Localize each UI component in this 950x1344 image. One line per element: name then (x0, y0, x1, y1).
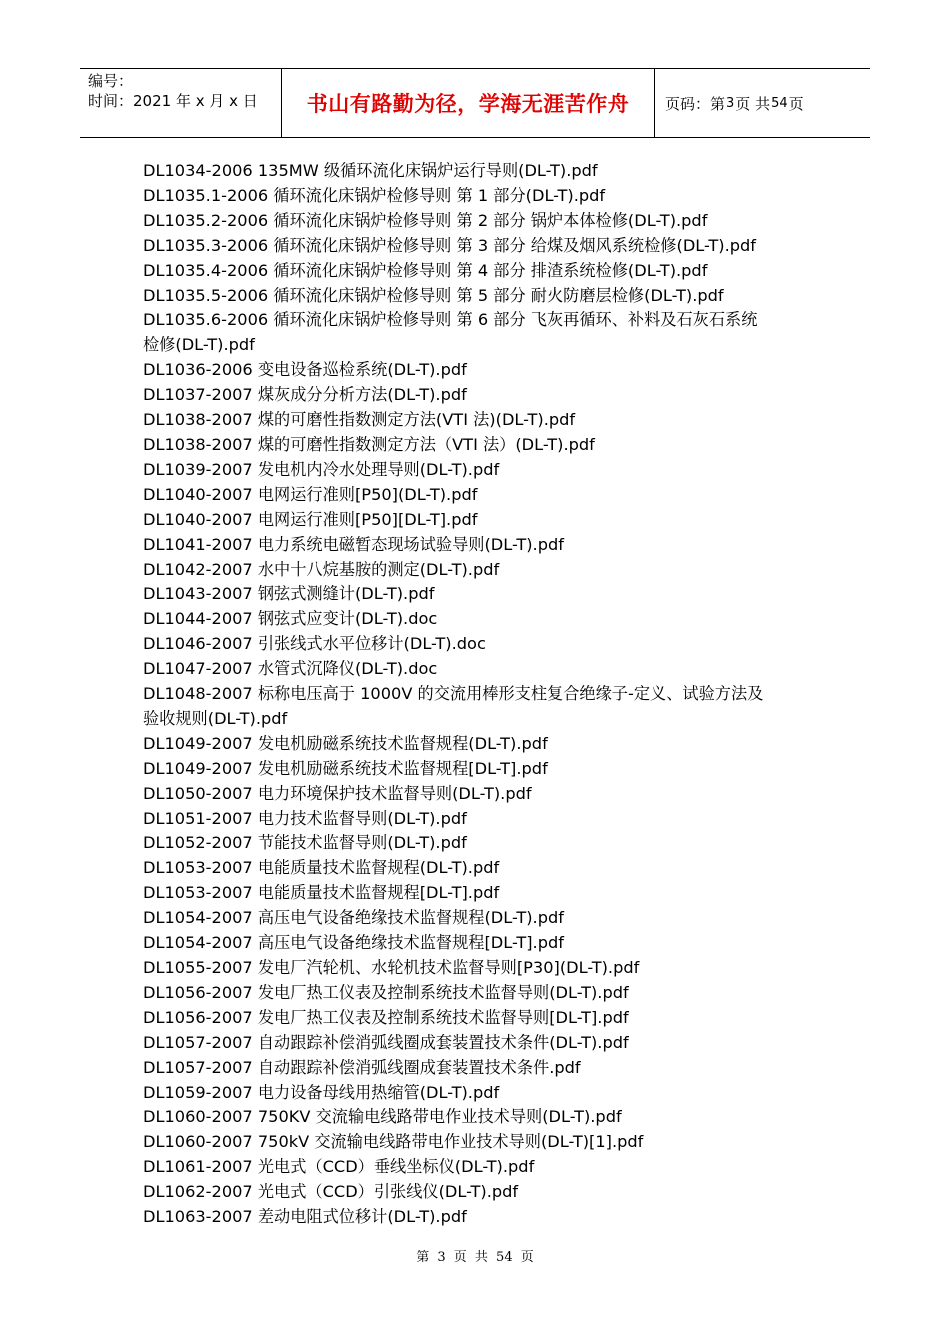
page-total: 54 (771, 95, 788, 111)
document-list (143, 159, 843, 1230)
list-item: DL1047-2007 水管式沉降仪(DL-T).doc (143, 659, 438, 679)
list-item: DL1062-2007 光电式（CCD）引张线仪(DL-T).pdf (143, 1182, 519, 1202)
list-item: DL1063-2007 差动电阻式位移计(DL-T).pdf (143, 1207, 467, 1227)
list-item: DL1051-2007 电力技术监督导则(DL-T).pdf (143, 808, 467, 828)
list-item: DL1035.3-2006 循环流化床锅炉检修导则 第 3 部分 给煤及烟风系统检修(DL-T).pdf (143, 235, 756, 255)
list-item: DL1035.5-2006 循环流化床锅炉检修导则 第 5 部分 耐火防磨层检修(DL-T).pdf (143, 285, 724, 305)
list-item: DL1035.1-2006 循环流化床锅炉检修导则 第 1 部分(DL-T).pdf (143, 185, 606, 205)
list-item: DL1050-2007 电力环境保护技术监督导则(DL-T).pdf (143, 783, 532, 803)
header-page-info (655, 69, 870, 137)
page-suffix: 页 (788, 94, 804, 113)
list-item: DL1053-2007 电能质量技术监督规程(DL-T).pdf (143, 858, 500, 878)
list-item: DL1048-2007 标称电压高于 1000V 的交流用棒形支柱复合绝缘子-定义、试验方法及 (143, 684, 764, 704)
list-item: DL1054-2007 高压电气设备绝缘技术监督规程[DL-T].pdf (143, 933, 564, 953)
list-item: DL1038-2007 煤的可磨性指数测定方法（VTI 法）(DL-T).pdf (143, 434, 595, 454)
list-item: DL1060-2007 750kV 交流输电线路带电作业技术导则(DL-T)[1].pdf (143, 1132, 644, 1152)
number-label: 编号： (88, 72, 134, 90)
list-item: DL1057-2007 自动跟踪补偿消弧线圈成套装置技术条件.pdf (143, 1057, 581, 1077)
list-item: DL1043-2007 钢弦式测缝计(DL-T).pdf (143, 584, 435, 604)
list-item: 验收规则(DL-T).pdf (143, 708, 288, 728)
header-motto: 书山有路勤为径，学海无涯苦作舟 (282, 69, 655, 137)
list-item: DL1037-2007 煤灰成分分析方法(DL-T).pdf (143, 385, 467, 405)
list-item: DL1053-2007 电能质量技术监督规程[DL-T].pdf (143, 883, 500, 903)
page-header (80, 68, 870, 138)
list-item: 检修(DL-T).pdf (143, 335, 255, 355)
page-prefix: 页码：第 (665, 94, 726, 113)
list-item: DL1036-2006 变电设备巡检系统(DL-T).pdf (143, 360, 467, 380)
list-item: DL1057-2007 自动跟踪补偿消弧线圈成套装置技术条件(DL-T).pdf (143, 1032, 629, 1052)
list-item: DL1040-2007 电网运行准则[P50](DL-T).pdf (143, 484, 478, 504)
date-label: 时间：2021 年 x 月 x 日 (88, 92, 258, 110)
list-item: DL1056-2007 发电厂热工仪表及控制系统技术监督导则[DL-T].pdf (143, 1007, 629, 1027)
list-item: DL1055-2007 发电厂汽轮机、水轮机技术监督导则[P30](DL-T).pdf (143, 958, 640, 977)
list-item: DL1040-2007 电网运行准则[P50][DL-T].pdf (143, 509, 478, 529)
list-item: DL1035.6-2006 循环流化床锅炉检修导则 第 6 部分 飞灰再循环、补料及石灰石系统 (143, 310, 758, 330)
page-footer: 第 3 页 共 54 页 (416, 1250, 534, 1265)
list-item: DL1038-2007 煤的可磨性指数测定方法(VTI 法)(DL-T).pdf (143, 410, 576, 430)
list-item: DL1052-2007 节能技术监督导则(DL-T).pdf (143, 833, 467, 853)
list-item: DL1042-2007 水中十八烷基胺的测定(DL-T).pdf (143, 559, 500, 579)
page-mid: 页 共 (735, 94, 771, 113)
list-item: DL1039-2007 发电机内冷水处理导则(DL-T).pdf (143, 459, 500, 479)
page-current: 3 (726, 95, 735, 111)
header-meta (80, 69, 282, 137)
list-item: DL1044-2007 钢弦式应变计(DL-T).doc (143, 609, 438, 629)
list-item: DL1034-2006 135MW 级循环流化床锅炉运行导则(DL-T).pdf (143, 161, 598, 180)
list-item: DL1035.4-2006 循环流化床锅炉检修导则 第 4 部分 排渣系统检修(DL-T).pdf (143, 260, 708, 280)
list-item: DL1060-2007 750KV 交流输电线路带电作业技术导则(DL-T).pdf (143, 1107, 622, 1127)
list-item: DL1056-2007 发电厂热工仪表及控制系统技术监督导则(DL-T).pdf (143, 982, 629, 1002)
list-item: DL1049-2007 发电机励磁系统技术监督规程[DL-T].pdf (143, 758, 548, 778)
list-item: DL1049-2007 发电机励磁系统技术监督规程(DL-T).pdf (143, 733, 548, 753)
list-item: DL1041-2007 电力系统电磁暂态现场试验导则(DL-T).pdf (143, 534, 564, 554)
list-item: DL1054-2007 高压电气设备绝缘技术监督规程(DL-T).pdf (143, 908, 564, 928)
list-item: DL1061-2007 光电式（CCD）垂线坐标仪(DL-T).pdf (143, 1157, 535, 1177)
list-item: DL1046-2007 引张线式水平位移计(DL-T).doc (143, 634, 486, 654)
list-item: DL1035.2-2006 循环流化床锅炉检修导则 第 2 部分 锅炉本体检修(DL-T).pdf (143, 210, 708, 230)
list-item: DL1059-2007 电力设备母线用热缩管(DL-T).pdf (143, 1082, 500, 1102)
